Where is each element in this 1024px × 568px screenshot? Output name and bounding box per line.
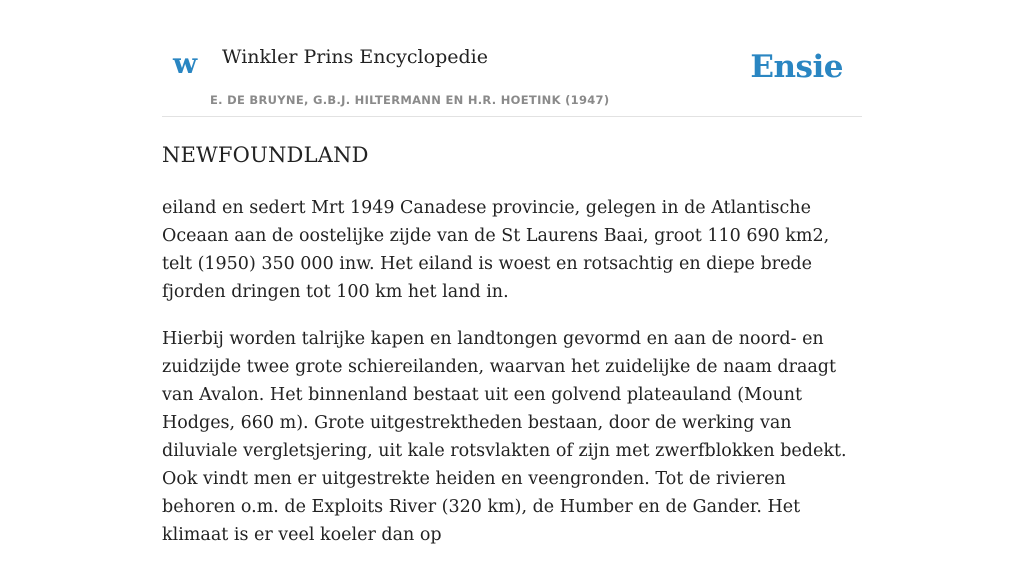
article (162, 140, 862, 568)
brand-logo[interactable]: Ensie (750, 49, 843, 85)
site-logo[interactable]: w (173, 47, 198, 80)
authors-line: E. DE BRUYNE, G.B.J. HILTERMANN EN H.R. HOETINK (1947) (210, 93, 610, 107)
site-title[interactable]: Winkler Prins Encyclopedie (222, 46, 488, 68)
article-paragraph: eiland en sedert Mrt 1949 Canadese provincie, gelegen in de Atlantische Oceaan aan de oostelijke zijde van de St Laurens Baai, groot 110 690 km2, telt (1950) 350 000 inw. Het eiland is woest en rotsachtig en diepe brede fjorden dringen tot 100 km het land in. (162, 198, 830, 302)
article-paragraph: Hierbij worden talrijke kapen en landtongen gevormd en aan de noord- en zuidzijde twee grote schiereilanden, waarvan het zuidelijke de naam draagt van Avalon. Het binnenland bestaat uit een golvend plateauland (Mount Hodges, 660 m). Grote uitgestrektheden bestaan, door de werking van diluviale vergletsjering, uit kale rotsvlakten of zijn met zwerfblokken bedekt. Ook vindt men er uitgestrekte heiden en veengronden. Tot de rivieren behoren o.m. de Exploits River (320 km), de Humber en de Gander. Het klimaat is er veel koeler dan op (162, 329, 847, 545)
article-title: NEWFOUNDLAND (162, 143, 369, 167)
site-header (162, 0, 862, 117)
